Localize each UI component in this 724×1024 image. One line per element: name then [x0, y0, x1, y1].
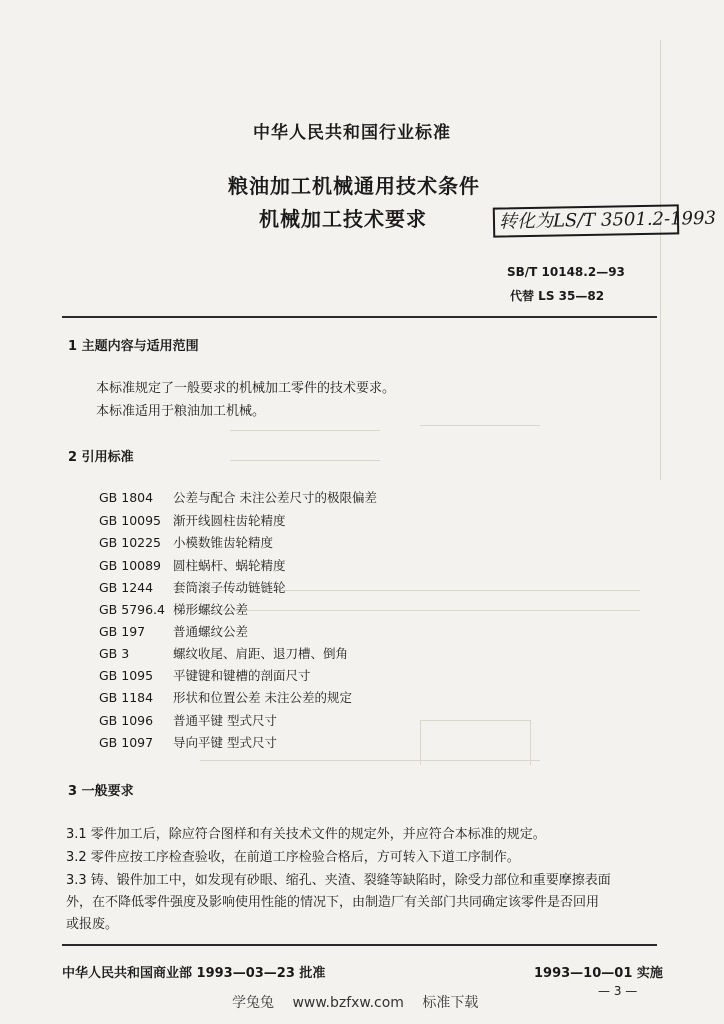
reference-item: GB 10225 小模数锥齿轮精度	[99, 535, 274, 550]
bleed-through-line	[200, 610, 640, 611]
bleed-through-line	[420, 720, 530, 721]
reference-item: GB 1184 形状和位置公差 未注公差的规定	[99, 690, 352, 705]
reference-item: GB 197 普通螺纹公差	[99, 624, 249, 639]
section-3-heading: 3 一般要求	[68, 784, 134, 799]
bleed-through-line	[420, 425, 540, 426]
reference-item: GB 10095 渐开线圆柱齿轮精度	[99, 513, 286, 528]
title-line-2: 机械加工技术要求	[259, 207, 427, 231]
header-divider	[62, 316, 657, 318]
reference-item: GB 1096 普通平键 型式尺寸	[99, 713, 277, 728]
standard-type: 中华人民共和国行业标准	[253, 123, 451, 143]
watermark-tagline: 标准下载	[422, 995, 479, 1011]
clause-3-3-line-3: 或报废。	[66, 917, 119, 932]
site-watermark	[232, 992, 492, 1012]
title-line-1: 粮油加工机械通用技术条件	[228, 174, 480, 198]
footer-divider	[62, 944, 657, 946]
section-2-heading: 2 引用标准	[68, 450, 134, 465]
reference-item: GB 1095 平键键和键槽的剖面尺寸	[99, 668, 311, 683]
reference-item: GB 1804 公差与配合 未注公差尺寸的极限偏差	[99, 490, 377, 505]
clause-3-1: 3.1 零件加工后，除应符合图样和有关技术文件的规定外，并应符合本标准的规定。	[66, 827, 546, 842]
bleed-through-line	[230, 460, 380, 461]
bleed-through-line	[530, 720, 531, 765]
section-1-paragraph-1: 本标准规定了一般要求的机械加工零件的技术要求。	[96, 381, 396, 396]
standard-code: SB/T 10148.2—93	[507, 265, 625, 279]
section-1-heading: 1 主题内容与适用范围	[68, 339, 199, 354]
page-number: — 3 —	[598, 984, 638, 998]
effective-date: 1993—10—01 实施	[534, 966, 663, 981]
watermark-site-name: 学兔兔	[232, 995, 274, 1011]
bleed-through-line	[420, 720, 421, 765]
reference-item: GB 5796.4 梯形螺纹公差	[99, 602, 249, 617]
section-1-paragraph-2: 本标准适用于粮油加工机械。	[96, 404, 266, 419]
reference-item: GB 1097 导向平键 型式尺寸	[99, 735, 277, 750]
watermark-url[interactable]: www.bzfxw.com	[292, 995, 404, 1011]
reference-item: GB 1244 套筒滚子传动链链轮	[99, 580, 286, 595]
issuer-approval: 中华人民共和国商业部 1993—03—23 批准	[62, 966, 326, 981]
bleed-through-line	[200, 760, 540, 761]
clause-3-2: 3.2 零件应按工序检查验收，在前道工序检验合格后，方可转入下道工序制作。	[66, 850, 520, 865]
conversion-stamp: 转化为LS/T 3501.2-1993	[493, 204, 679, 237]
bleed-through-line	[230, 430, 380, 431]
clause-3-3-line-2: 外，在不降低零件强度及影响使用性能的情况下，由制造厂有关部门共同确定该零件是否回用	[66, 895, 600, 910]
reference-item: GB 10089 圆柱蜗杆、蜗轮精度	[99, 558, 286, 573]
bleed-through-line	[660, 40, 661, 480]
reference-item: GB 3 螺纹收尾、肩距、退刀槽、倒角	[99, 646, 349, 661]
clause-3-3-line-1: 3.3 铸、锻件加工中，如发现有砂眼、缩孔、夹渣、裂缝等缺陷时，除受力部位和重要摩擦表面	[66, 873, 611, 888]
replaces-note: 代替 LS 35—82	[510, 289, 605, 303]
